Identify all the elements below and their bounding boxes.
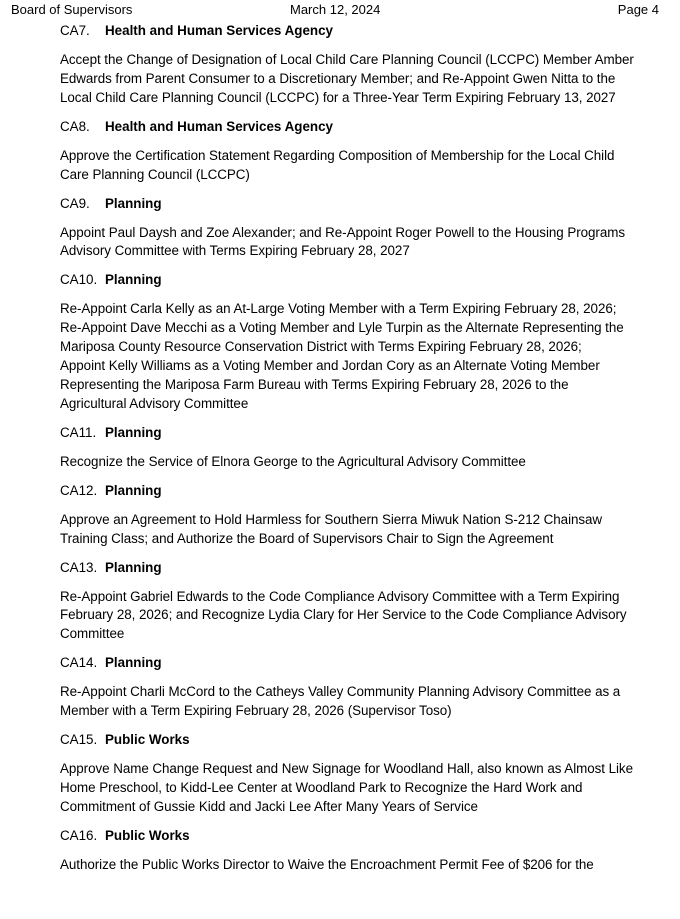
description-line: Authorize the Public Works Director to Waive the Encroachment Permit Fee of $206 for the bbox=[60, 856, 594, 872]
description-line: Approve an Agreement to Hold Harmless for Southern Sierra Miwuk Nation S-212 Chainsaw bbox=[60, 511, 603, 527]
agenda-item bbox=[60, 116, 675, 185]
agenda-item-department: Public Works bbox=[105, 827, 190, 843]
description-line: Re-Appoint Carla Kelly as an At-Large Voting Member with a Term Expiring February 28, 2026; bbox=[60, 301, 617, 317]
agenda-item-code: CA12. bbox=[60, 482, 98, 498]
description-line: Committee bbox=[60, 626, 125, 642]
header-date: March 12, 2024 bbox=[290, 2, 381, 17]
description-line: Home Preschool, to Kidd-Lee Center at Woodland Park to Recognize the Hard Work and bbox=[60, 779, 583, 795]
agenda-item-heading bbox=[60, 652, 675, 674]
consent-agenda-list bbox=[60, 20, 675, 883]
agenda-item bbox=[60, 480, 675, 549]
description-line: Re-Appoint Dave Mecchi as a Voting Member and Lyle Turpin as the Alternate Representing the bbox=[60, 320, 624, 336]
description-line: Appoint Paul Daysh and Zoe Alexander; and Re-Appoint Roger Powell to the Housing Programs bbox=[60, 224, 625, 240]
description-line: Edwards from Parent Consumer to a Discretionary Member; and Re-Appoint Gwen Nitta to the bbox=[60, 70, 616, 86]
agenda-item-heading bbox=[60, 825, 675, 847]
agenda-item-heading bbox=[60, 193, 675, 215]
description-line: Commitment of Gussie Kidd and Jacki Lee After Many Years of Service bbox=[60, 798, 478, 814]
agenda-item-description bbox=[60, 147, 675, 185]
agenda-item-department: Planning bbox=[105, 559, 162, 575]
description-line: Care Planning Council (LCCPC) bbox=[60, 166, 250, 182]
description-line: Training Class; and Authorize the Board of Supervisors Chair to Sign the Agreement bbox=[60, 530, 554, 546]
agenda-item-heading bbox=[60, 269, 675, 291]
agenda-item-code: CA14. bbox=[60, 655, 98, 671]
agenda-item-description bbox=[60, 760, 675, 817]
agenda-item-heading bbox=[60, 20, 675, 42]
agenda-item-description bbox=[60, 224, 675, 262]
page-header bbox=[0, 1, 680, 19]
agenda-item-department: Health and Human Services Agency bbox=[105, 23, 333, 38]
description-line: Re-Appoint Gabriel Edwards to the Code Compliance Advisory Committee with a Term Expiring bbox=[60, 588, 620, 604]
agenda-item-department: Planning bbox=[105, 655, 162, 671]
agenda-item-description bbox=[60, 683, 675, 721]
agenda-item-code: CA13. bbox=[60, 559, 98, 575]
agenda-item-department: Planning bbox=[105, 424, 162, 440]
header-page-number: Page 4 bbox=[617, 2, 659, 17]
agenda-item bbox=[60, 20, 675, 108]
description-line: Accept the Change of Designation of Local Child Care Planning Council (LCCPC) Member Amber bbox=[60, 52, 634, 67]
agenda-item-description bbox=[60, 300, 675, 413]
description-line: Advisory Committee with Terms Expiring February 28, 2027 bbox=[60, 243, 410, 259]
agenda-item-heading bbox=[60, 729, 675, 751]
description-line: Approve the Certification Statement Regarding Composition of Membership for the Local Child bbox=[60, 147, 615, 163]
description-line: February 28, 2026; and Recognize Lydia Clary for Her Service to the Code Compliance Advisory bbox=[60, 607, 627, 623]
agenda-item-department: Planning bbox=[105, 482, 162, 498]
agenda-item-code: CA16. bbox=[60, 827, 98, 843]
agenda-item-code: CA7. bbox=[60, 23, 90, 38]
description-line: Mariposa County Resource Conservation District with Terms Expiring February 28, 2026; bbox=[60, 339, 582, 355]
agenda-item bbox=[60, 422, 675, 472]
agenda-item-code: CA9. bbox=[60, 195, 90, 211]
agenda-item-heading bbox=[60, 422, 675, 444]
description-line: Recognize the Service of Elnora George to the Agricultural Advisory Committee bbox=[60, 453, 526, 469]
description-line: Representing the Mariposa Farm Bureau with Terms Expiring February 28, 2026 to the bbox=[60, 376, 569, 392]
agenda-item bbox=[60, 825, 675, 875]
agenda-item-code: CA11. bbox=[60, 424, 97, 440]
description-line: Member with a Term Expiring February 28, 2026 (Supervisor Toso) bbox=[60, 703, 452, 719]
description-line: Appoint Kelly Williams as a Voting Member and Jordan Cory as an Alternate Voting Member bbox=[60, 358, 600, 374]
agenda-item-department: Health and Human Services Agency bbox=[105, 118, 333, 134]
agenda-item-code: CA8. bbox=[60, 118, 90, 134]
agenda-item-department: Public Works bbox=[105, 732, 190, 748]
agenda-item-description bbox=[60, 588, 675, 645]
description-line: Approve Name Change Request and New Signage for Woodland Hall, also known as Almost Like bbox=[60, 761, 633, 777]
agenda-item-heading bbox=[60, 557, 675, 579]
agenda-item-description bbox=[60, 453, 675, 472]
agenda-item-department: Planning bbox=[105, 195, 162, 211]
agenda-item-code: CA10. bbox=[60, 272, 98, 288]
agenda-item-department: Planning bbox=[105, 272, 162, 288]
description-line: Agricultural Advisory Committee bbox=[60, 395, 249, 411]
agenda-item-description bbox=[60, 511, 675, 549]
agenda-item-code: CA15. bbox=[60, 732, 98, 748]
description-line: Re-Appoint Charli McCord to the Catheys Valley Community Planning Advisory Committee as a bbox=[60, 684, 621, 700]
agenda-item bbox=[60, 557, 675, 645]
agenda-item-description bbox=[60, 51, 675, 108]
agenda-item bbox=[60, 729, 675, 817]
agenda-item bbox=[60, 269, 675, 413]
header-board-name: Board of Supervisors bbox=[11, 2, 133, 17]
agenda-item-description bbox=[60, 856, 675, 875]
agenda-item-heading bbox=[60, 480, 675, 502]
agenda-item bbox=[60, 193, 675, 262]
description-line: Local Child Care Planning Council (LCCPC) for a Three-Year Term Expiring February 13, 2027 bbox=[60, 89, 616, 105]
agenda-item-heading bbox=[60, 116, 675, 138]
agenda-item bbox=[60, 652, 675, 721]
